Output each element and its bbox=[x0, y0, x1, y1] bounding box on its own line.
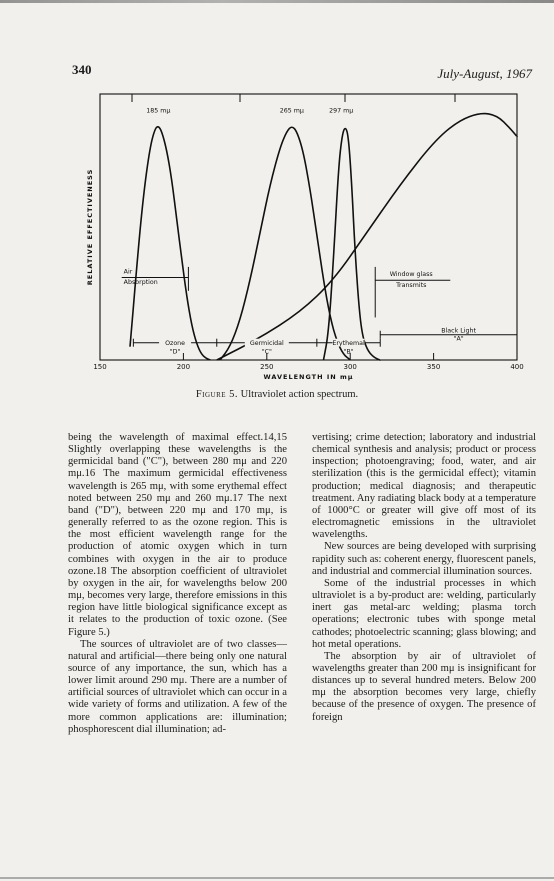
y-axis-label: RELATIVE EFFECTIVENESS bbox=[86, 168, 94, 286]
erythemal-band-letter: "B" bbox=[343, 348, 354, 356]
figure-caption bbox=[0, 389, 554, 400]
air-absorption-label: Absorption bbox=[123, 279, 158, 287]
paragraph: Some of the industrial processes in which ultraviolet is a by-product are: welding, particularly inert gas metal-arc welding; plasma torch operations; electronic tubes with sponge metal cathodes; photoelectric scanning; glass blowing; and hot metal operations. bbox=[312, 577, 536, 650]
air-absorption-label: Air bbox=[123, 268, 133, 276]
paragraph: vertising; crime detection; laboratory and industrial chemical synthesis and analysis; product or process inspection; photoengraving; food, water, and air sterilization (this is the germicidal effect); vitamin production; medical diagnosis; and therapeutic treatment. Any radiating black body at a temperature of 1000°C or greater will give off most of its electromagnetic emissions in the ultraviolet wavelengths. bbox=[312, 432, 536, 541]
x-tick-label: 200 bbox=[176, 363, 191, 371]
paragraph: The sources of ultraviolet are of two classes—natural and artificial—there being only one natural source of any importance, the sun, which has a lower limit around 290 mμ. There are a number of artificial sources of ultraviolet which can occur in a wide variety of forms and utilization. A few of the more common applications are: illumination; phosphorescent dial illumination; ad- bbox=[68, 638, 287, 735]
figure-label: Figure 5. bbox=[195, 389, 239, 400]
scan-top-edge bbox=[0, 0, 554, 3]
black-light-label: Black Light bbox=[441, 327, 477, 335]
paragraph: The absorption by air of ultraviolet of wavelengths greater than 200 mμ is insignificant for distances up to several hundred meters. Below 200 mμ the absorption becomes very large, chiefly because of the presence of oxygen. The presence of foreign bbox=[312, 650, 536, 723]
window-glass-label: Transmits bbox=[396, 281, 427, 289]
germicidal-label: Germicidal bbox=[249, 340, 284, 348]
page-number: 340 bbox=[72, 62, 92, 77]
running-head: July-August, 1967 bbox=[437, 66, 532, 81]
body-column-left bbox=[68, 432, 287, 736]
peak-label: 185 mμ bbox=[146, 107, 171, 115]
peak-label: 265 mμ bbox=[279, 107, 304, 115]
x-tick-label: 350 bbox=[426, 363, 441, 371]
erythemal-label: Erythemal bbox=[332, 340, 365, 348]
x-axis-label: WAVELENGTH IN mμ bbox=[263, 373, 354, 381]
x-tick-label: 400 bbox=[510, 363, 524, 371]
x-tick-label: 150 bbox=[93, 363, 107, 371]
paragraph: being the wavelength of maximal effect.14,15 Slightly overlapping these wavelengths is the germicidal band ("C"), between 280 mμ and 220 mμ.16 The maximum germicidal effectiveness wavelength is 265 mμ, with some erythemal effect noted between 250 mμ and 260 mμ.17 The next band ("D"), between 220 mμ and 170 mμ, is generally referred to as the ozone region. This is the most efficient wavelength range for the production of atomic oxygen which in turn combines with oxygen in the air to produce ozone.18 The absorption coefficient of ultraviolet by oxygen in the air, for wavelengths below 200 mμ, becomes very large, therefore emissions in this region have little biological significance except as it relates to the production of toxic ozone. (See Figure 5.) bbox=[68, 432, 287, 638]
black-light-label: "A" bbox=[453, 335, 464, 343]
germicidal-band-letter: "C" bbox=[261, 348, 272, 356]
scan-bottom-edge bbox=[0, 877, 554, 879]
x-tick-label: 300 bbox=[343, 363, 357, 371]
uv-action-spectrum-chart bbox=[82, 90, 532, 386]
ozone-label: Ozone bbox=[165, 340, 186, 348]
ozone-band-letter: "D" bbox=[169, 348, 181, 356]
spectrum-curve-1 bbox=[130, 127, 210, 360]
window-glass-label: Window glass bbox=[389, 271, 433, 279]
body-column-right bbox=[312, 432, 536, 724]
figure-caption-text: Ultraviolet action spectrum. bbox=[240, 389, 359, 400]
spectrum-curve-4 bbox=[217, 114, 517, 360]
peak-label: 297 mμ bbox=[329, 107, 354, 115]
paragraph: New sources are being developed with surprising rapidity such as: coherent energy, fluorescent panels, and industrial and commercial illumination sources. bbox=[312, 541, 536, 577]
x-tick-label: 250 bbox=[260, 363, 274, 371]
spectrum-curve-2 bbox=[220, 127, 350, 360]
